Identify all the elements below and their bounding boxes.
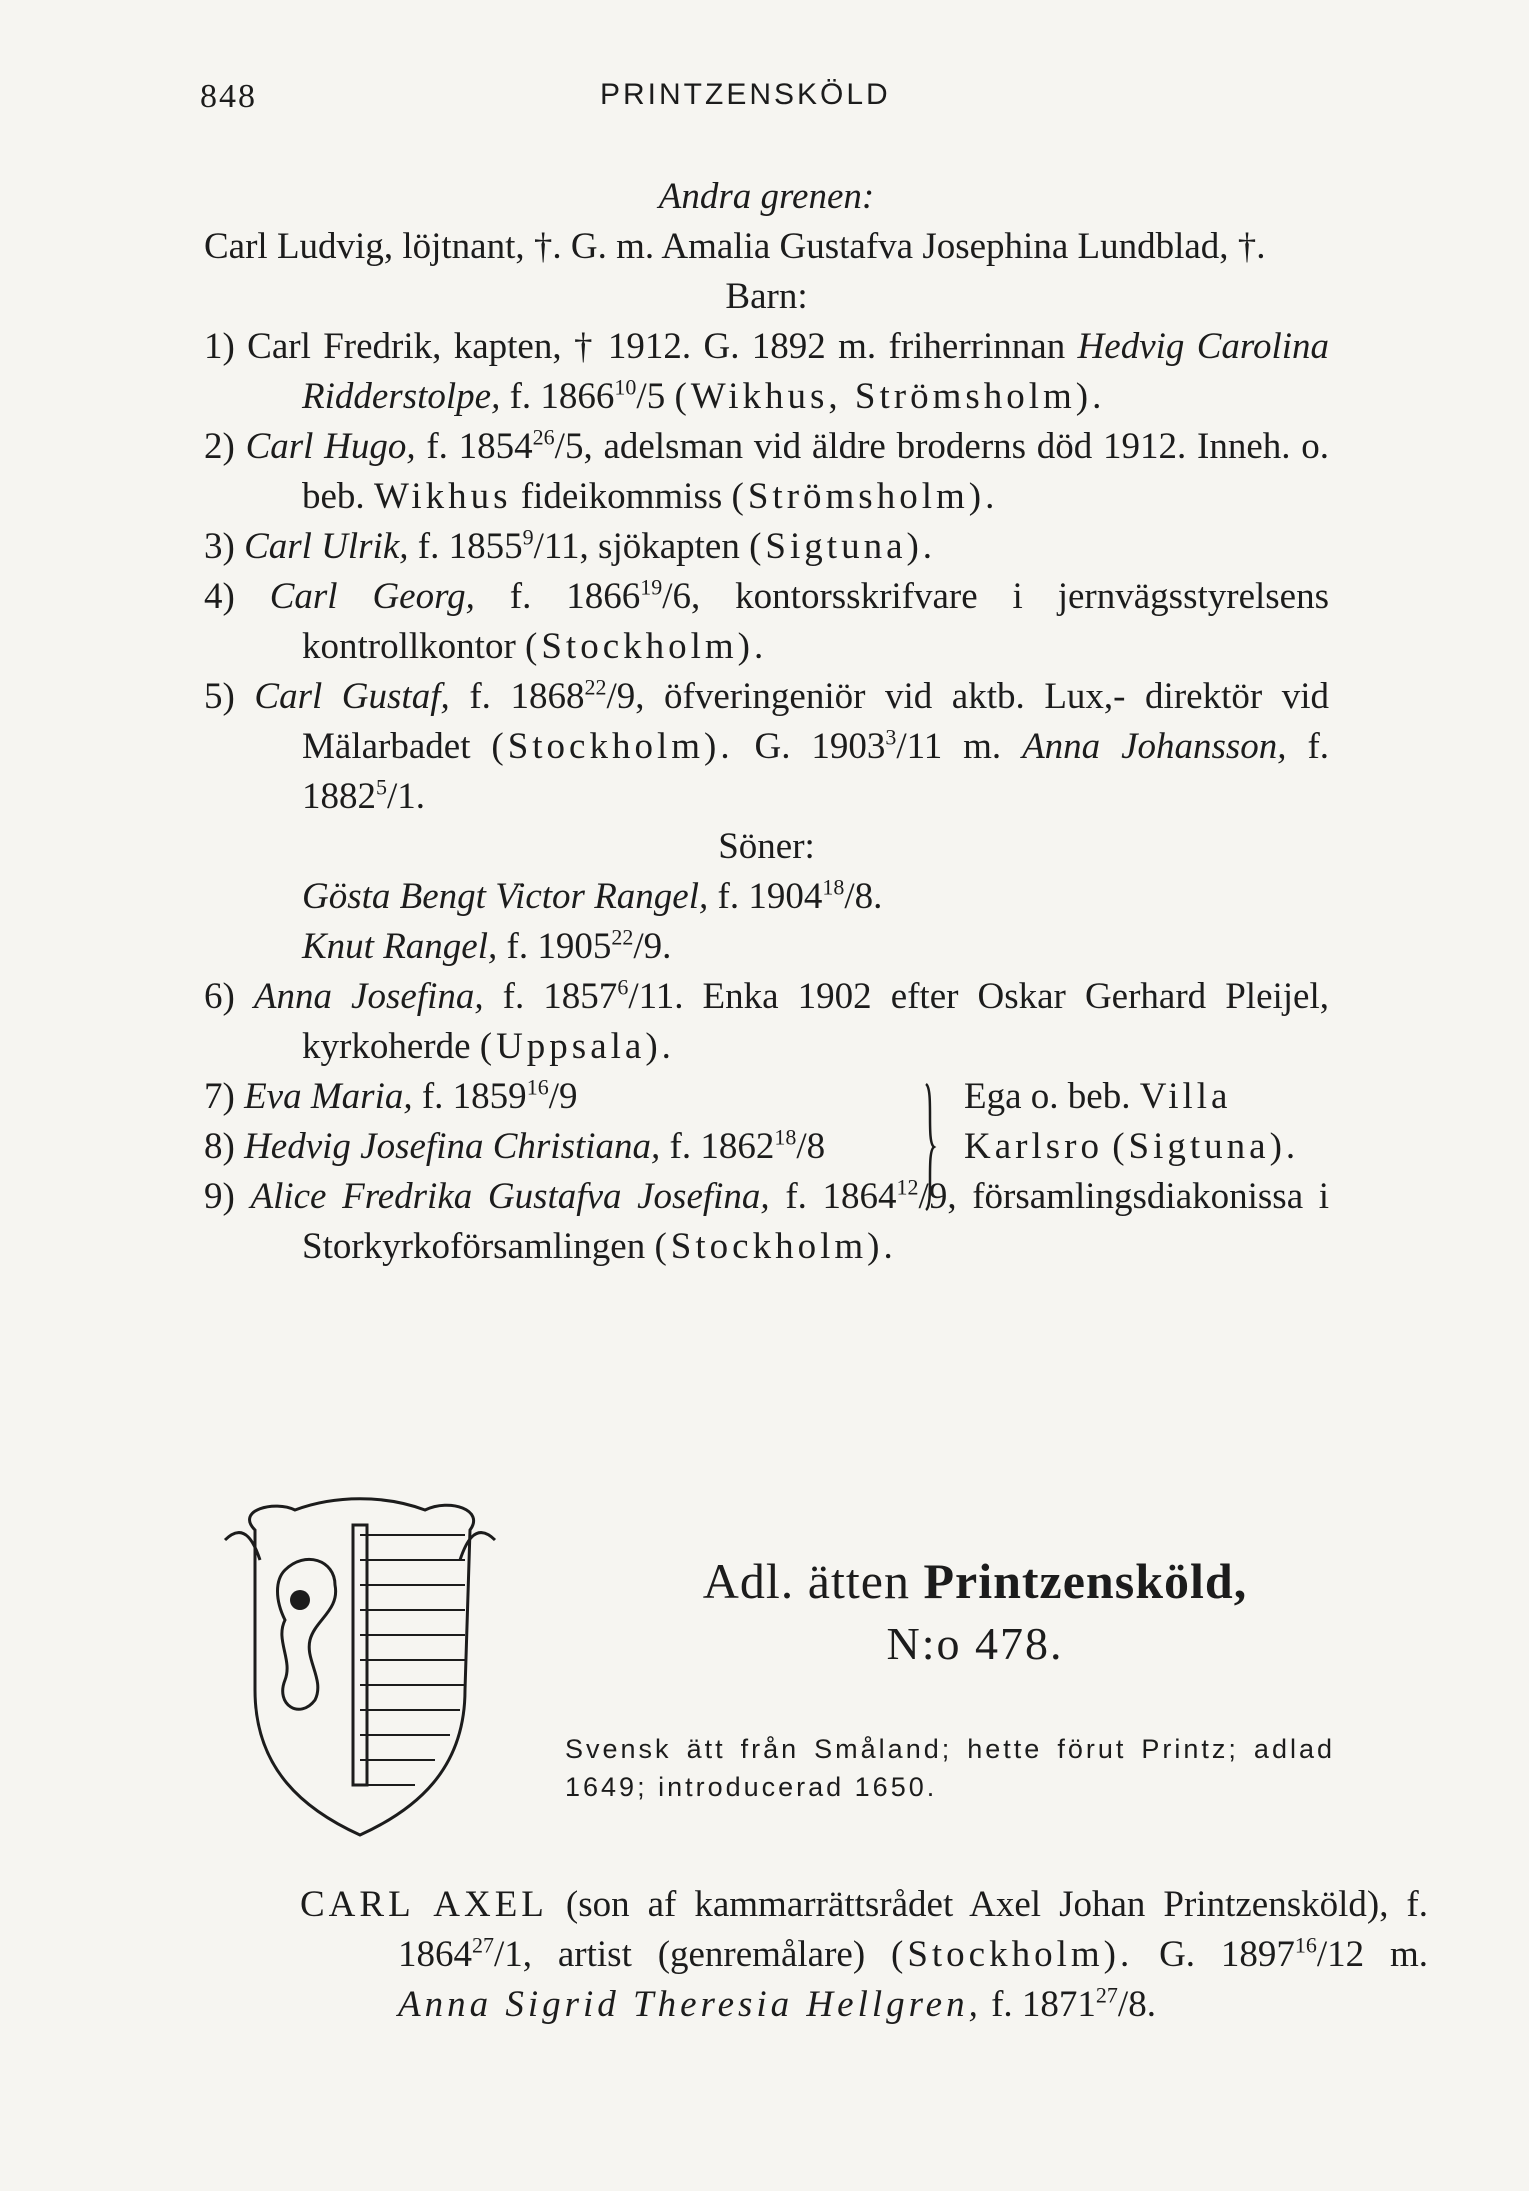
- child-entry: 6) Anna Josefina, f. 1857$^6$/11. Enka 1902 efter Oskar Gerhard Pleijel, kyrkoherde (Uppsala).: [204, 974, 1330, 1067]
- son-entry: Knut Rangel, f. 1905$^{22}$/9.: [302, 924, 672, 967]
- page-header: [200, 78, 1280, 128]
- child-entry: 2) Carl Hugo, f. 1854$^{26}$/5, adelsman vid äldre broderns död 1912. Inneh. o. beb. Wikhus fideikommiss (Strömsholm).: [204, 424, 1329, 517]
- branch-heading: Andra grenen:: [658, 176, 875, 217]
- child-entry: 7) Eva Maria, f. 1859$^{16}$/9: [204, 1074, 578, 1117]
- coat-of-arms: [215, 1490, 505, 1840]
- sons-heading: Söner:: [718, 826, 815, 867]
- branch-section: [204, 172, 1329, 1272]
- child-entry: 9) Alice Fredrika Gustafva Josefina, f. 1864$^{12}$/9, församlingsdiakonissa i Storkyrkoförsamlingen (Stockholm).: [204, 1174, 1330, 1267]
- child-entry: 4) Carl Georg, f. 1866$^{19}$/6, kontorsskrifvare i jernvägsstyrelsens kontrollkontor (Stockholm).: [204, 574, 1329, 667]
- child-entry: 8) Hedvig Josefina Christiana, f. 1862$^{18}$/8: [204, 1124, 826, 1167]
- carl-axel-entry: CARL AXEL (son af kammarrättsrådet Axel Johan Printzensköld), f. 1864$^{27}$/1, artist (genremålare) (Stockholm). G. 1897$^{16}$/12 m. Anna Sigrid Theresia Hellgren, f. 1871$^{27}$/8.: [300, 1884, 1429, 2025]
- family-title: Adl. ätten Printzensköld, N:o 478.: [702, 1553, 1248, 1669]
- father-entry: Carl Ludvig, löjtnant, †. G. m. Amalia Gustafva Josephina Lundblad, †.: [204, 226, 1266, 267]
- grouped-residence: Ega o. beb. Villa Karlsro (Sigtuna).: [964, 1076, 1300, 1167]
- page-number: 848: [200, 78, 257, 115]
- child-entry: 1) Carl Fredrik, kapten, † 1912. G. 1892 m. friherrinnan Hedvig Carolina Ridderstolpe, f. 1866$^{10}$/5 (Wikhus, Strömsholm).: [204, 326, 1329, 417]
- child-entry: 3) Carl Ulrik, f. 1855$^9$/11, sjökapten (Sigtuna).: [204, 524, 937, 567]
- son-entry: Gösta Bengt Victor Rangel, f. 1904$^{18}$/8.: [302, 874, 883, 917]
- child-entry: 5) Carl Gustaf, f. 1868$^{22}$/9, öfveringeniör vid aktb. Lux,- direktör vid Mälarbadet (Stockholm). G. 1903$^3$/11 m. Anna Johansson, f. 1882$^5$/1.: [204, 674, 1330, 817]
- family-note: Svensk ätt från Småland; hette förut Printz; adlad 1649; introducerad 1650.: [565, 1734, 1335, 1802]
- grouped-children: [204, 1072, 1329, 1172]
- brace-bracket: [904, 1072, 964, 1172]
- running-title: PRINTZENSKÖLD: [600, 78, 891, 111]
- children-heading: Barn:: [725, 276, 808, 317]
